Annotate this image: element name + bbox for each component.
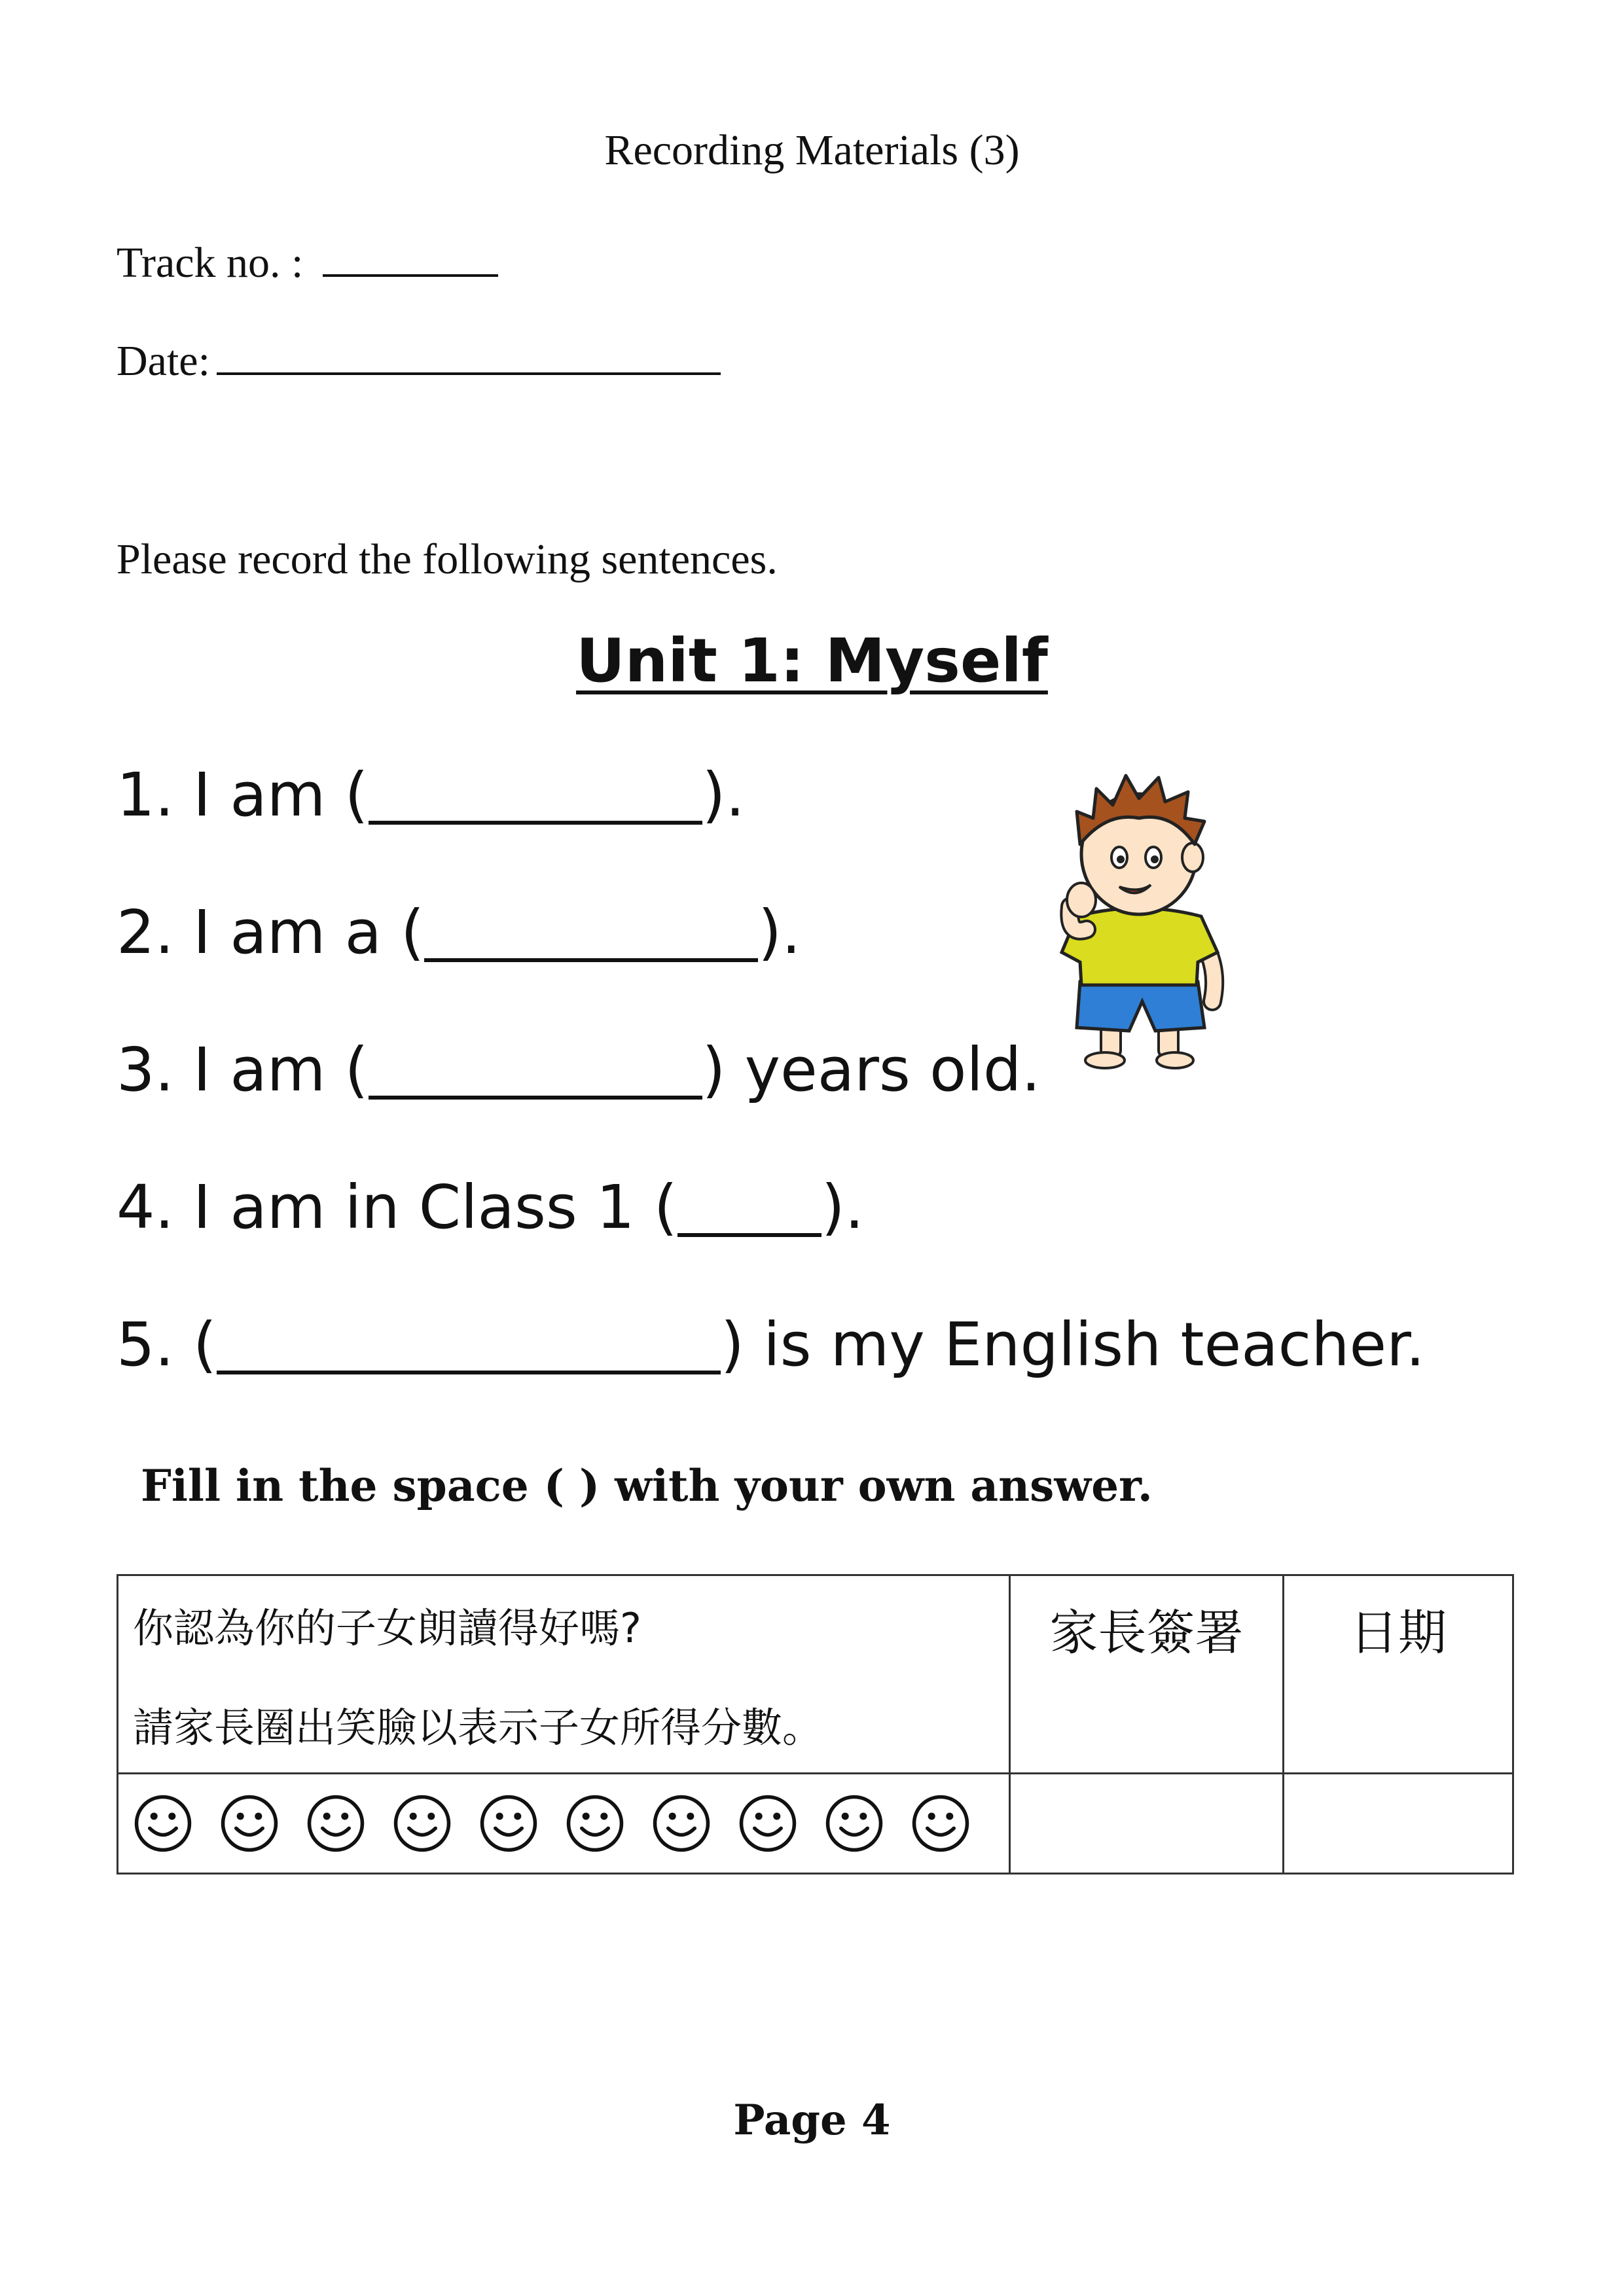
smiley-face-icon[interactable]	[392, 1793, 452, 1854]
sentence-2	[117, 893, 801, 972]
date-header: 日期	[1350, 1605, 1447, 1661]
parent-signature-cell[interactable]	[1010, 1774, 1284, 1874]
track-number-blank[interactable]	[323, 234, 498, 277]
date-row	[117, 332, 721, 391]
smiley-face-icon[interactable]	[738, 1793, 798, 1854]
unit-title	[0, 622, 1624, 700]
rating-question: 你認為你的子女朗讀得好嗎?	[133, 1604, 641, 1652]
sentence-text-after: ).	[821, 1172, 864, 1242]
parent-signature-header-cell	[1010, 1575, 1284, 1774]
question-cell	[118, 1575, 1010, 1774]
rating-instruction: 請家長圈出笑臉以表示子女所得分數。	[133, 1704, 823, 1751]
date-label: Date:	[117, 337, 210, 385]
date-cell[interactable]	[1284, 1774, 1513, 1874]
date-blank[interactable]	[217, 332, 721, 375]
instruction-text: Please record the following sentences.	[117, 535, 778, 583]
sentence-text-before: I am in Class 1 (	[193, 1172, 677, 1242]
sentence-number: 1.	[117, 760, 174, 830]
sentence-1	[117, 756, 745, 834]
answer-blank[interactable]	[677, 1170, 821, 1237]
sentence-text-before: I am (	[193, 1035, 369, 1105]
sentence-number: 4.	[117, 1172, 174, 1242]
sentence-text-after: ) is my English teacher.	[720, 1310, 1425, 1380]
sentence-3	[117, 1031, 1041, 1109]
unit-title-text: Unit 1: Myself	[576, 626, 1048, 696]
answer-blank[interactable]	[369, 758, 702, 825]
smiley-rating-row	[118, 1774, 1009, 1873]
sentence-4	[117, 1168, 864, 1247]
page-title: Recording Materials (3)	[604, 126, 1020, 174]
answer-blank[interactable]	[217, 1308, 721, 1374]
smiley-face-icon[interactable]	[565, 1793, 625, 1854]
track-number-label: Track no. :	[117, 239, 304, 287]
smiley-cell	[118, 1774, 1010, 1874]
sentence-text-before: I am a (	[193, 897, 425, 967]
smiley-face-icon[interactable]	[478, 1793, 539, 1854]
sentence-text-after: ) years old.	[702, 1035, 1041, 1105]
track-number-row	[117, 234, 498, 293]
parent-rating-table	[117, 1574, 1514, 1874]
sentence-text-before: (	[193, 1310, 217, 1380]
smiley-face-icon[interactable]	[219, 1793, 280, 1854]
sentence-text-after: ).	[758, 897, 801, 967]
sentence-text-before: I am (	[193, 760, 369, 830]
sentence-5	[117, 1306, 1425, 1384]
smiley-face-icon[interactable]	[306, 1793, 366, 1854]
sentence-number: 2.	[117, 897, 174, 967]
smiley-face-icon[interactable]	[824, 1793, 884, 1854]
fill-in-note: Fill in the space ( ) with your own answer.	[141, 1460, 1153, 1511]
sentence-number: 3.	[117, 1035, 174, 1105]
parent-signature-header: 家長簽署	[1049, 1605, 1244, 1661]
smiley-face-icon[interactable]	[911, 1793, 971, 1854]
table-row	[118, 1774, 1513, 1874]
table-row	[118, 1575, 1513, 1774]
smiley-face-icon[interactable]	[651, 1793, 712, 1854]
date-header-cell	[1284, 1575, 1513, 1774]
answer-blank[interactable]	[369, 1033, 702, 1100]
cartoon-boy-illustration	[1041, 766, 1237, 1073]
sentence-number: 5.	[117, 1310, 174, 1380]
page-number: Page 4	[733, 2096, 891, 2145]
smiley-face-icon[interactable]	[133, 1793, 193, 1854]
answer-blank[interactable]	[424, 895, 758, 962]
sentence-text-after: ).	[702, 760, 745, 830]
